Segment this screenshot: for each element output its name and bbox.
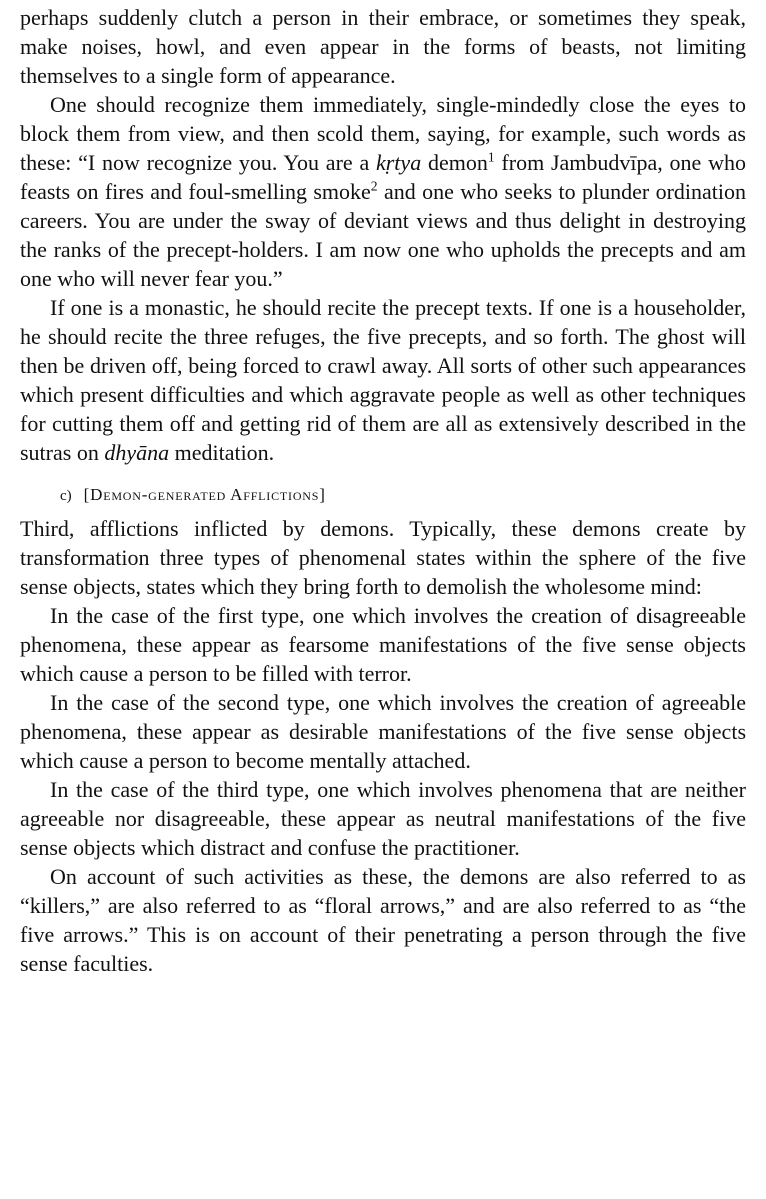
body-paragraph	[20, 601, 746, 688]
heading-marker: c)	[60, 488, 72, 504]
body-paragraph	[20, 90, 746, 293]
text-segment: Third, afflictions inflicted by demons. Typically, these demons create by transformation three types of phenomenal states within the sphere of the five sense objects, states which they bring forth to demolish the wholesome mind:	[20, 516, 746, 599]
text-segment: In the case of the third type, one which involves phenomena that are neither agreeable nor disagreeable, these appear as neutral manifestations of the five sense objects which distract and confuse the practitioner.	[20, 777, 746, 860]
text-segment: In the case of the second type, one which involves the creation of agreeable phenomena, these appear as desirable manifestations of the five sense objects which cause a person to become mentally attached.	[20, 690, 746, 773]
text-segment: demon	[421, 150, 488, 175]
body-paragraph	[20, 862, 746, 978]
text-segment: meditation.	[169, 440, 275, 465]
text-segment: perhaps suddenly clutch a person in their embrace, or sometimes they speak, make noises, howl, and even appear in the forms of beasts, not limiting themselves to a single form of appearance.	[20, 5, 746, 88]
heading-title: [Demon-generated Afflictions]	[83, 485, 326, 504]
italic-term: kṛtya	[375, 150, 422, 175]
body-paragraph	[20, 293, 746, 467]
text-segment: If one is a monastic, he should recite the precept texts. If one is a householder, he should recite the three refuges, the five precepts, and so forth. The ghost will then be driven off, being forced to crawl away. All sorts of other such appearances which present difficulties and which aggravate people as well as other techniques for cutting them off and getting rid of them are all as extensively described in the sutras on	[20, 295, 746, 465]
italic-term: dhyāna	[104, 440, 170, 465]
text-flow	[20, 3, 746, 978]
body-paragraph	[20, 514, 746, 601]
body-paragraph	[20, 3, 746, 90]
footnote-reference: 1	[487, 149, 495, 165]
body-paragraph	[20, 775, 746, 862]
body-paragraph	[20, 688, 746, 775]
text-segment: from Jambudvīpa, one who feasts on fires and foul-smelling smoke	[20, 150, 746, 204]
text-segment: One should recognize them immediately, single-mindedly close the eyes to block them from view, and then scold them, saying, for example, such words as these: “I now recognize you. You are a	[20, 92, 746, 175]
section-heading	[20, 484, 746, 507]
text-segment: and one who seeks to plunder ordination careers. You are under the sway of deviant views and thus delight in destroying the ranks of the precept-holders. I am now one who upholds the precepts and am one who will never fear you.”	[20, 179, 746, 291]
footnote-reference: 2	[370, 178, 378, 194]
text-segment: On account of such activities as these, the demons are also referred to as “killers,” are also referred to as “floral arrows,” and are also referred to as “the five arrows.” This is on account of their penetrating a person through the five sense faculties.	[20, 864, 746, 976]
text-segment: In the case of the first type, one which involves the creation of disagreeable phenomena, these appear as fearsome manifestations of the five sense objects which cause a person to be filled with terror.	[20, 603, 746, 686]
